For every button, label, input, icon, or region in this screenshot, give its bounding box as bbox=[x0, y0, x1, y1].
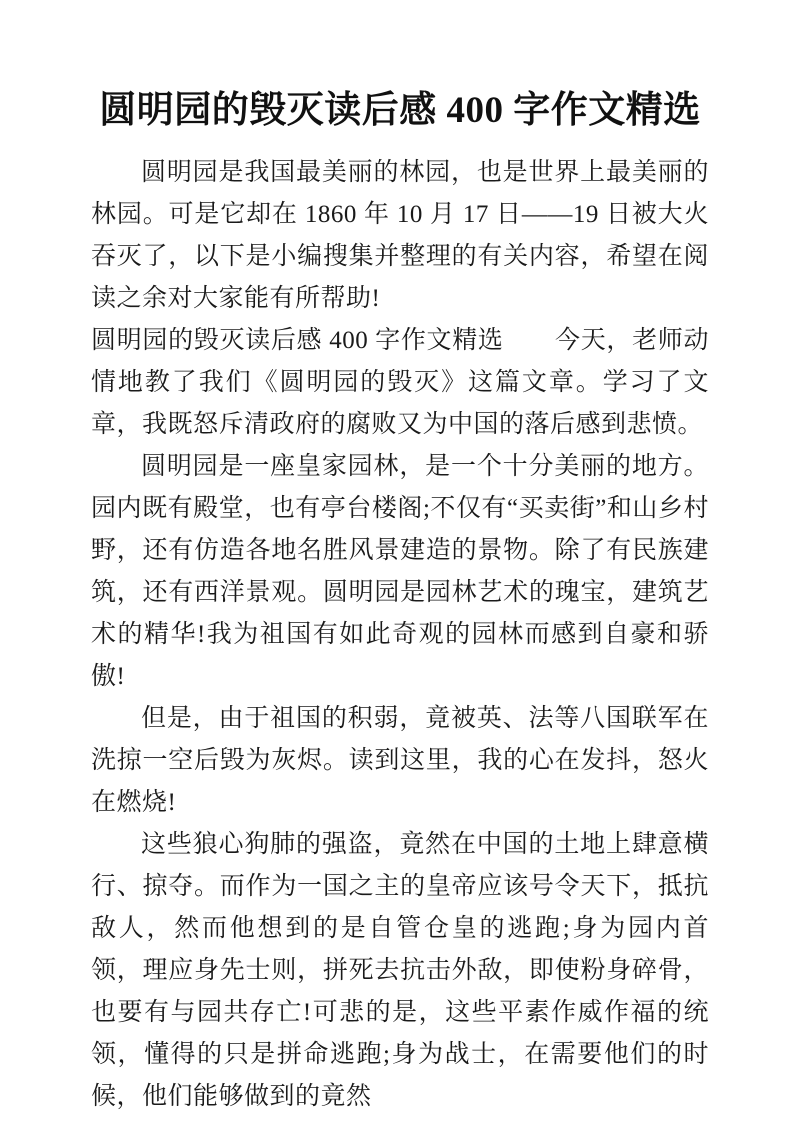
paragraph-garden-description: 圆明园是一座皇家园林，是一个十分美丽的地方。园内既有殿堂，也有亭台楼阁;不仅有“买卖街”和山乡村野，还有仿造各地名胜风景建造的景物。除了有民族建筑，还有西洋景观。圆明园是园林艺术的瑰宝，建筑艺术的精华!我为祖国有如此奇观的园林而感到自豪和骄傲! bbox=[91, 453, 709, 690]
paragraph-destruction: 但是，由于祖国的积弱，竟被英、法等八国联军在洗掠一空后毁为灰烬。读到这里，我的心在发抖，怒火在燃烧! bbox=[91, 705, 709, 816]
paragraph-subtitle-lead: 圆明园的毁灭读后感 400 字作文精选 今天，老师动情地教了我们《圆明园的毁灭》这篇文章。学习了文章，我既怒斥清政府的腐败又为中国的落后感到悲愤。 bbox=[91, 327, 709, 438]
paragraph-bandits: 这些狼心狗肺的强盗，竟然在中国的土地上肆意横行、掠夺。而作为一国之主的皇帝应该号令天下，抵抗敌人，然而他想到的是自管仓皇的逃跑;身为园内首领，理应身先士则，拼死去抗击外敌，即使粉身碎骨，也要有与园共存亡!可悲的是，这些平素作威作福的统领，懂得的只是拼命逃跑;身为战士，在需要他们的时候，他们能够做到的竟然 bbox=[91, 831, 709, 1110]
document-title: 圆明园的毁灭读后感 400 字作文精选 bbox=[99, 90, 701, 131]
document-body bbox=[91, 152, 709, 1118]
paragraph-intro: 圆明园是我国最美丽的林园，也是世界上最美丽的林园。可是它却在 1860 年 10 月 17 日——19 日被大火吞灭了，以下是小编搜集并整理的有关内容，希望在阅读之余对大家能有所帮助! bbox=[91, 159, 709, 312]
